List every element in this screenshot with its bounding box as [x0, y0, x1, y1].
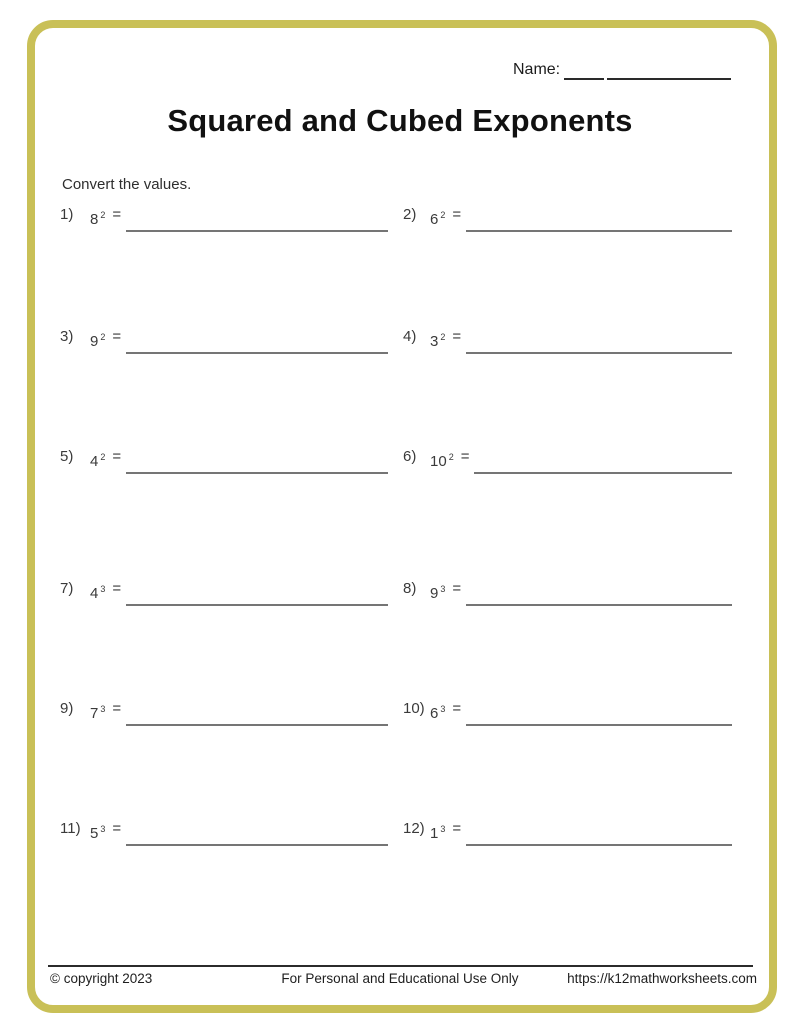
name-label: Name: [513, 61, 561, 78]
problem-expression [90, 698, 105, 723]
problem-expression [430, 578, 445, 603]
problem-expression [430, 698, 445, 723]
problem-number: 8) [403, 580, 417, 597]
equals-sign: = [452, 700, 462, 717]
answer-blank [474, 446, 732, 474]
exponent: 3 [440, 704, 446, 714]
equals-sign: = [112, 700, 122, 717]
base-number: 5 [90, 825, 99, 842]
equals-sign: = [112, 328, 122, 345]
footer-usage: For Personal and Educational Use Only [281, 971, 519, 986]
problem-expression [90, 446, 105, 471]
answer-blank [126, 446, 388, 474]
answer-blank [126, 326, 388, 354]
exponent: 2 [100, 452, 106, 462]
problem-expression [90, 818, 105, 843]
problem-number: 10) [403, 700, 425, 717]
base-number: 4 [90, 453, 99, 470]
exponent: 3 [100, 704, 106, 714]
name-row [513, 60, 731, 80]
footer-url: https://k12mathworksheets.com [567, 971, 757, 986]
problem-5 [60, 446, 388, 474]
problem-7 [60, 578, 388, 606]
problem-number: 5) [60, 448, 74, 465]
footer-copyright: © copyright 2023 [50, 971, 153, 986]
equals-sign: = [452, 328, 462, 345]
problem-number: 3) [60, 328, 74, 345]
base-number: 3 [430, 333, 439, 350]
equals-sign: = [112, 580, 122, 597]
exponent: 3 [440, 824, 446, 834]
equals-sign: = [452, 580, 462, 597]
problem-expression [90, 204, 105, 229]
name-blank-line [607, 60, 731, 80]
problem-expression [430, 446, 454, 471]
problem-expression [430, 818, 445, 843]
exponent: 3 [440, 584, 446, 594]
footer-divider [48, 965, 753, 967]
base-number: 6 [430, 705, 439, 722]
problem-number: 4) [403, 328, 417, 345]
base-number: 7 [90, 705, 99, 722]
equals-sign: = [112, 206, 122, 223]
problem-expression [430, 204, 445, 229]
exponent: 3 [100, 584, 106, 594]
problem-3 [60, 326, 388, 354]
problem-number: 7) [60, 580, 74, 597]
name-blank-line [564, 60, 604, 80]
problem-number: 6) [403, 448, 417, 465]
problem-expression [90, 578, 105, 603]
problem-number: 2) [403, 206, 417, 223]
base-number: 9 [430, 585, 439, 602]
footer [0, 971, 800, 989]
base-number: 6 [430, 211, 439, 228]
problem-11 [60, 818, 388, 846]
worksheet-title: Squared and Cubed Exponents [167, 103, 633, 138]
problem-12 [403, 818, 732, 846]
problem-number: 12) [403, 820, 425, 837]
answer-blank [466, 204, 732, 232]
instruction-text: Convert the values. [62, 176, 192, 193]
problem-1 [60, 204, 388, 232]
problem-expression [430, 326, 445, 351]
problem-number: 11) [60, 820, 81, 837]
answer-blank [466, 578, 732, 606]
problem-2 [403, 204, 732, 232]
problem-expression [90, 326, 105, 351]
equals-sign: = [112, 820, 122, 837]
problem-6 [403, 446, 732, 474]
exponent: 3 [100, 824, 106, 834]
answer-blank [466, 818, 732, 846]
answer-blank [126, 698, 388, 726]
equals-sign: = [460, 448, 470, 465]
problem-10 [403, 698, 732, 726]
base-number: 9 [90, 333, 99, 350]
base-number: 1 [430, 825, 439, 842]
answer-blank [126, 204, 388, 232]
exponent: 2 [448, 452, 454, 462]
equals-sign: = [112, 448, 122, 465]
exponent: 2 [100, 210, 106, 220]
exponent: 2 [440, 332, 446, 342]
exponent: 2 [100, 332, 106, 342]
problem-9 [60, 698, 388, 726]
answer-blank [126, 578, 388, 606]
problem-8 [403, 578, 732, 606]
equals-sign: = [452, 206, 462, 223]
answer-blank [466, 326, 732, 354]
page-border [27, 20, 777, 1013]
equals-sign: = [452, 820, 462, 837]
answer-blank [126, 818, 388, 846]
base-number: 10 [430, 453, 447, 470]
problem-number: 9) [60, 700, 74, 717]
problem-number: 1) [60, 206, 74, 223]
base-number: 8 [90, 211, 99, 228]
exponent: 2 [440, 210, 446, 220]
base-number: 4 [90, 585, 99, 602]
answer-blank [466, 698, 732, 726]
problem-4 [403, 326, 732, 354]
